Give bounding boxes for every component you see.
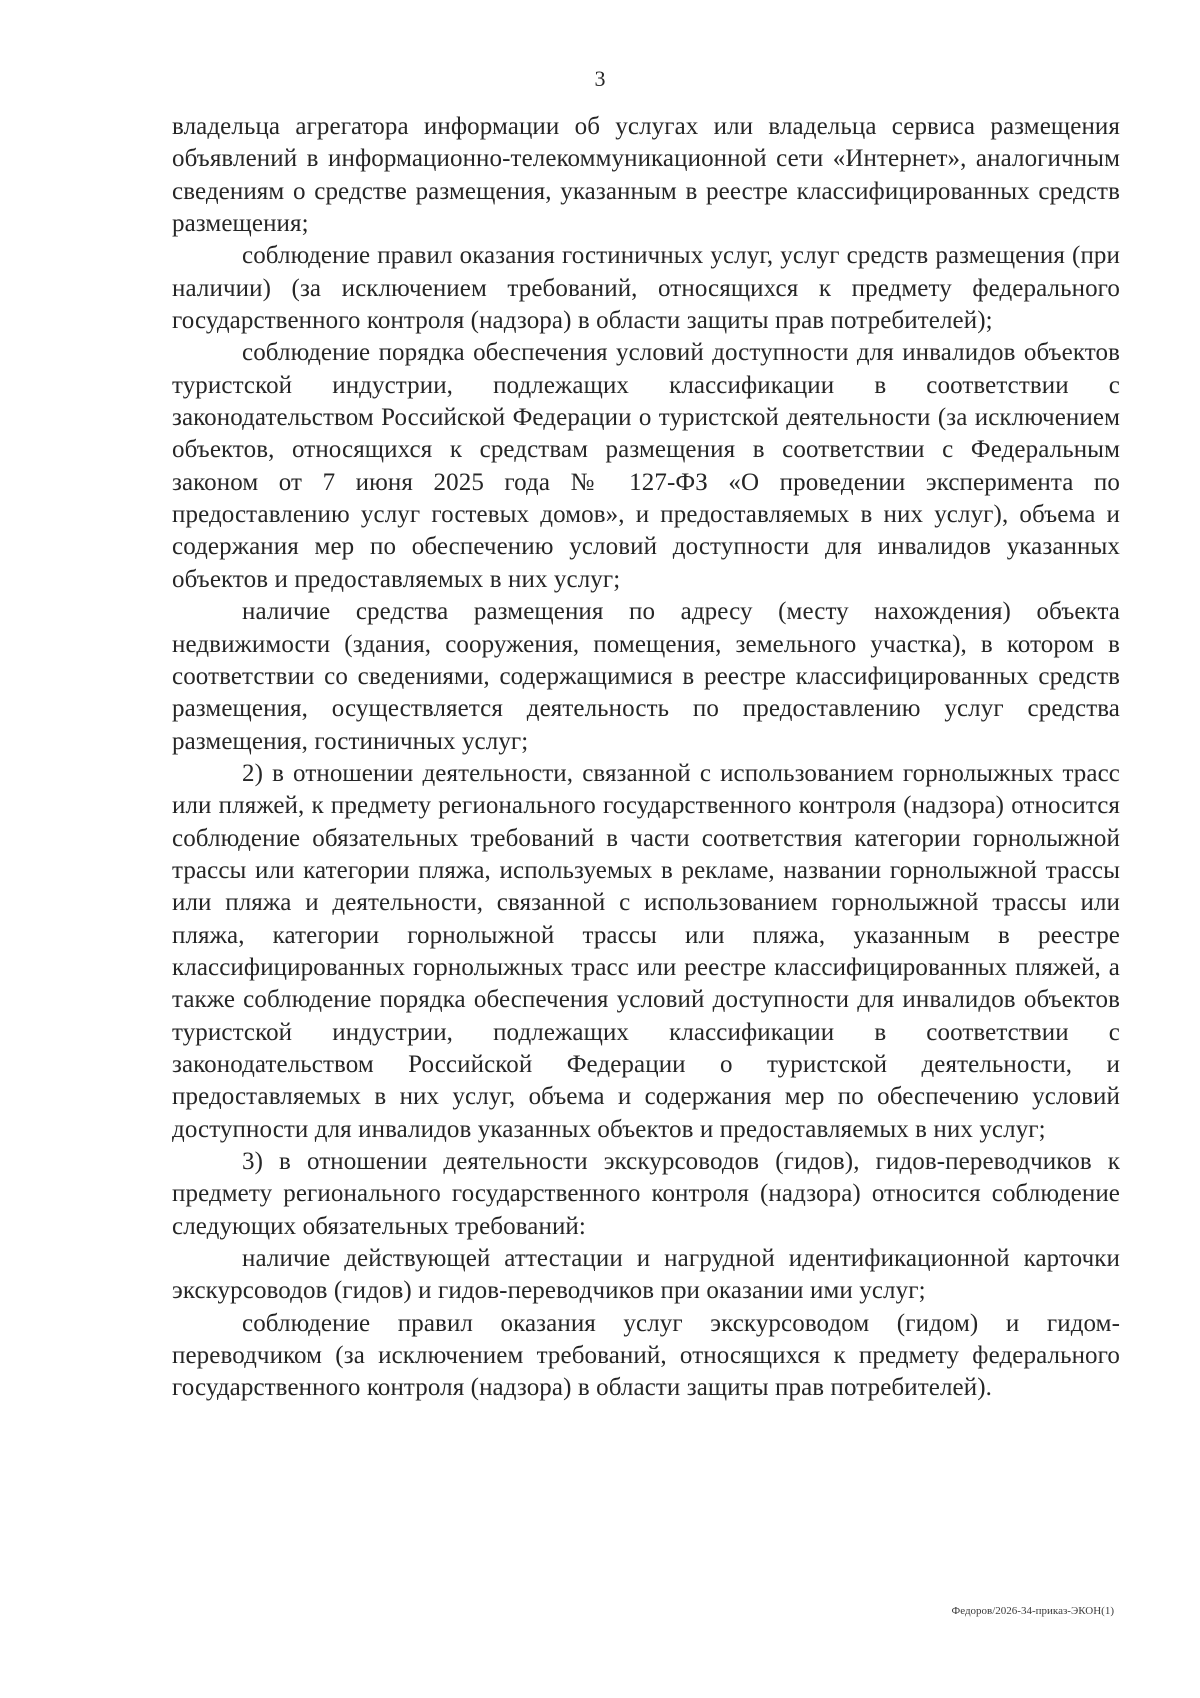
document-footer-code: Федоров/2026-34-приказ-ЭКОН(1) bbox=[951, 1605, 1114, 1617]
paragraph-guide-service-rules: соблюдение правил оказания услуг экскурсоводом (гидом) и гидом-переводчиком (за исключением требований, относящихся к предмету федерального государственного контроля (надзора) в области защиты прав потребителей). bbox=[172, 1309, 1120, 1402]
paragraph-hotel-services-rules: соблюдение правил оказания гостиничных услуг, услуг средств размещения (при наличии) (за исключением требований, относящихся к предмету федерального государственного контроля (надзора) в области защиты прав потребителей); bbox=[172, 242, 1120, 335]
page-number: 3 bbox=[594, 66, 606, 91]
paragraph-item-2-ski-beaches: 2) в отношении деятельности, связанной с использованием горнолыжных трасс или пляжей, к предмету регионального государственного контроля (надзора) относится соблюдение обязательных требований в части соответствия категории горнолыжной трассы или категории пляжа, используемых в рекламе, названии горнолыжной трассы или пляжа и деятельности, связанной с использованием горнолыжной трассы или пляжа, категории горнолыжной трассы или пляжа, указанным в реестре классифицированных горнолыжных трасс или реестре классифицированных пляжей, а также соблюдение порядка обеспечения условий доступности для инвалидов объектов туристской индустрии, подлежащих классификации в соответствии с законодательством Российской Федерации о туристской деятельности, и предоставляемых в них услуг, объема и содержания мер по обеспечению условий доступности для инвалидов указанных объектов и предоставляемых в них услуг; bbox=[172, 759, 1120, 1143]
paragraph-guide-certification: наличие действующей аттестации и нагрудной идентификационной карточки экскурсоводов (гидов) и гидов-переводчиков при оказании ими услуг; bbox=[172, 1245, 1120, 1305]
paragraph-item-3-guides: 3) в отношении деятельности экскурсоводов (гидов), гидов-переводчиков к предмету регионального государственного контроля (надзора) относится соблюдение следующих обязательных требований: bbox=[172, 1148, 1120, 1240]
paragraph-continuation: владельца агрегатора информации об услугах или владельца сервиса размещения объявлений в информационно-телекоммуникационной сети «Интернет», аналогичным сведениям о средстве размещения, указанным в реестре классифицированных средств размещения; bbox=[172, 113, 1120, 238]
document-body bbox=[172, 111, 1120, 1405]
paragraph-accommodation-address: наличие средства размещения по адресу (месту нахождения) объекта недвижимости (здания, сооружения, помещения, земельного участка), в котором в соответствии со сведениями, содержащимися в реестре классифицированных средств размещения, осуществляется деятельность по предоставлению услуг средства размещения, гостиничных услуг; bbox=[172, 598, 1120, 755]
paragraph-accessibility-tourism-objects: соблюдение порядка обеспечения условий доступности для инвалидов объектов туристской индустрии, подлежащих классификации в соответствии с законодательством Российской Федерации о туристской деятельности (за исключением объектов, относящихся к средствам размещения в соответствии с Федеральным законом от 7 июня 2025 года № 127-ФЗ «О проведении эксперимента по предоставлению услуг гостевых домов», и предоставляемых в них услуг), объема и содержания мер по обеспечению условий доступности для инвалидов указанных объектов и предоставляемых в них услуг; bbox=[172, 339, 1120, 593]
